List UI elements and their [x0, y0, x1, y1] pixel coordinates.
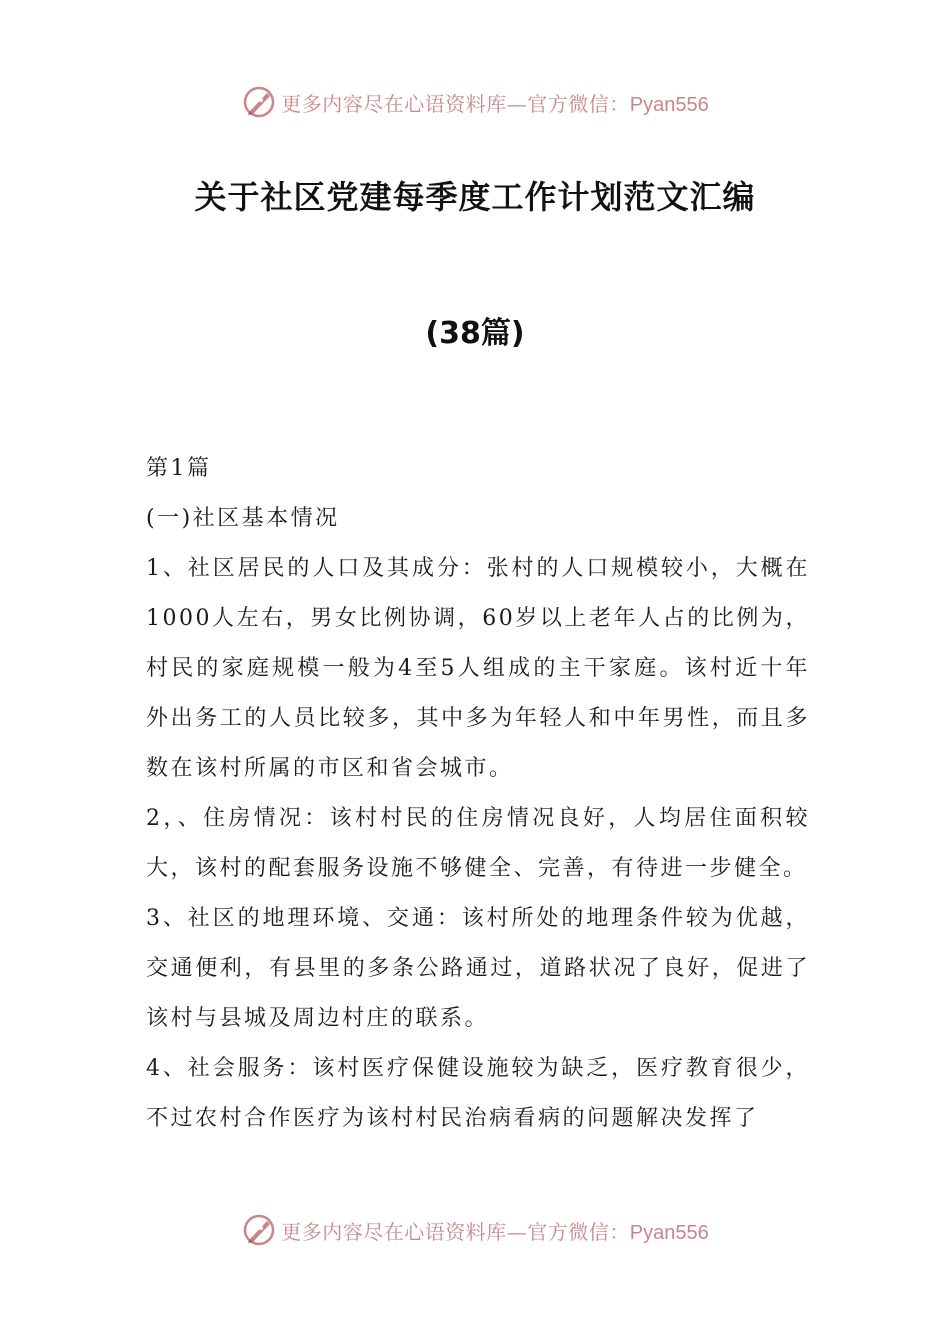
document-title: 关于社区党建每季度工作计划范文汇编 — [194, 178, 756, 216]
pen-logo-icon — [241, 84, 277, 120]
pen-logo-icon — [241, 1212, 277, 1248]
subsection-heading: (一)社区基本情况 — [146, 506, 340, 531]
paragraph: 4、社会服务：该村医疗保健设施较为缺乏，医疗教育很少，不过农村合作医疗为该村村民治病看病的问题解决发挥了 — [146, 1056, 810, 1131]
document-subtitle: (38篇) — [425, 316, 525, 351]
section-heading: 第1篇 — [146, 456, 212, 481]
watermark-id: Pyan556 — [629, 93, 709, 116]
watermark-text: 更多内容尽在心语资料库—官方微信：Pyan556 — [281, 91, 709, 116]
watermark-text: 更多内容尽在心语资料库—官方微信：Pyan556 — [281, 1219, 709, 1244]
watermark-id: Pyan556 — [629, 1221, 709, 1244]
paragraph: 1、社区居民的人口及其成分：张村的人口规模较小，大概在1000人左右，男女比例协调，60岁以上老年人占的比例为，村民的家庭规模一般为4至5人组成的主干家庭。该村近十年外出务工的人员比较多，其中多为年轻人和中年男性，而且多数在该村所属的市区和省会城市。 — [146, 556, 810, 781]
document-body — [146, 444, 810, 1144]
paragraph: 2，、住房情况：该村村民的住房情况良好，人均居住面积较大，该村的配套服务设施不够健全、完善，有待进一步健全。 — [146, 806, 810, 881]
header-watermark — [0, 82, 950, 122]
paragraph: 3、社区的地理环境、交通：该村所处的地理条件较为优越，交通便利，有县里的多条公路通过，道路状况了良好，促进了该村与县城及周边村庄的联系。 — [146, 906, 810, 1031]
footer-watermark — [0, 1210, 950, 1250]
